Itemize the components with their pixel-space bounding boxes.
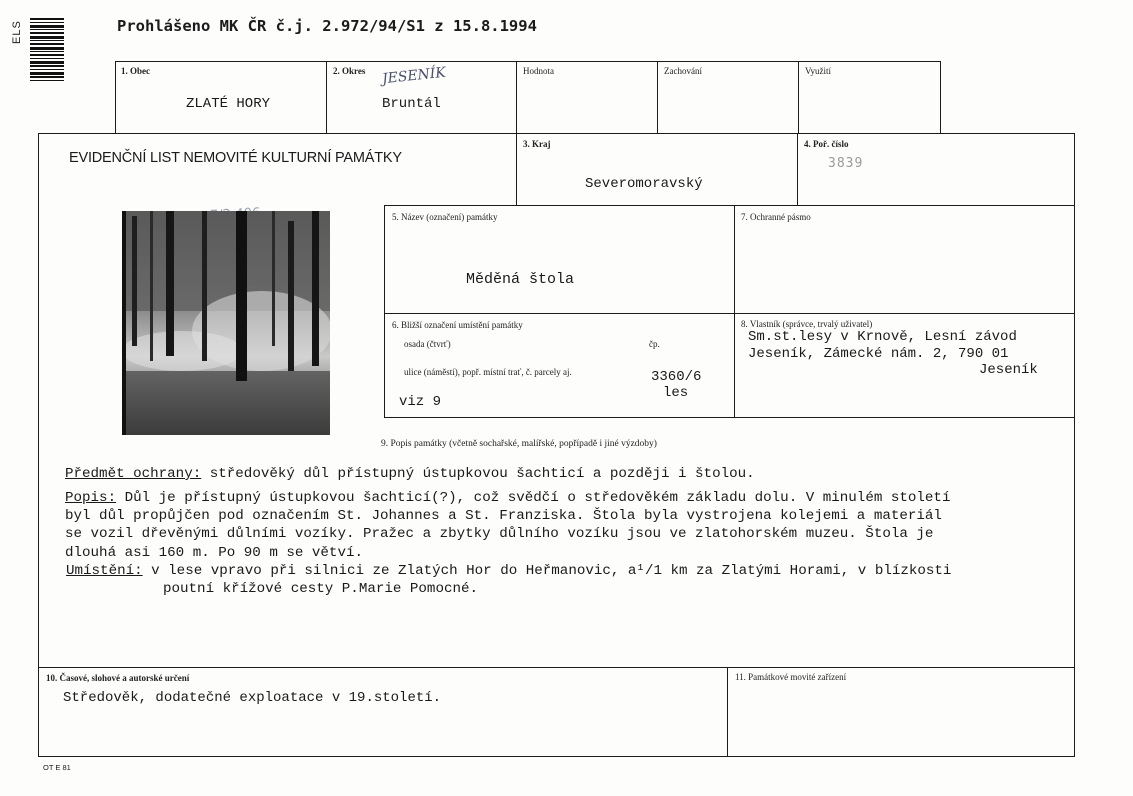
- popis-line4: dlouhá asi 160 m. Po 90 m se větví.: [65, 544, 363, 561]
- umisteni-block: [66, 562, 951, 598]
- okres-label: 2. Okres: [333, 66, 366, 76]
- nazev-value: Měděná štola: [466, 271, 575, 288]
- popis-label: 9. Popis památky (včetně sochařské, malířské, popřípadě i jiné výzdoby): [381, 439, 657, 449]
- movite-label: 11. Památkové movité zařízení: [735, 672, 847, 682]
- obec-label: 1. Obec: [121, 66, 150, 76]
- casove-value: Středověk, dodatečné exploatace v 19.století.: [63, 690, 442, 706]
- nazev-label: 5. Název (označení) památky: [392, 212, 498, 222]
- por-cislo-label: 4. Poř. číslo: [804, 139, 849, 149]
- popis-line2: byl důl propůjčen pod označením St. Johannes a St. Franziska. Štola byla vystrojena kolejemi a materiál: [65, 508, 942, 525]
- viz-value: viz 9: [399, 394, 442, 410]
- casove-label: 10. Časové, slohové a autorské určení: [46, 673, 190, 683]
- vlastnik-line1: Sm.st.lesy v Krnově, Lesní závod: [748, 329, 1017, 345]
- umisteni-label: 6. Bližší označení umístění památky: [392, 320, 523, 330]
- footer-code: OT E 81: [43, 763, 71, 772]
- zachovani-label: Zachování: [664, 66, 702, 76]
- side-code: ELS: [11, 20, 23, 44]
- kraj-label: 3. Kraj: [523, 139, 551, 149]
- umisteni-line2: poutní křížové cesty P.Marie Pomocné.: [163, 581, 479, 598]
- declaration-header: Prohlášeno MK ČR č.j. 2.972/94/S1 z 15.8.1994: [117, 17, 537, 35]
- vlastnik-line3: Jeseník: [979, 362, 1038, 378]
- okres-handwritten: JESENÍK: [381, 64, 447, 88]
- parcela-value-les: les: [663, 385, 689, 401]
- vlastnik-label: 8. Vlastník (správce, trvalý uživatel): [741, 319, 873, 329]
- predmet-ochrany: [65, 465, 755, 483]
- parcela-value: 3360/6: [651, 369, 702, 385]
- vlastnik-line2: Jeseník, Zámecké nám. 2, 790 01: [748, 346, 1009, 362]
- hodnota-label: Hodnota: [523, 66, 554, 76]
- form-title: EVIDENČNÍ LIST NEMOVITÉ KULTURNÍ PAMÁTKY: [69, 150, 402, 166]
- cp-label: čp.: [649, 339, 660, 349]
- okres-value: Bruntál: [382, 96, 441, 112]
- umisteni-line1: v lese vpravo při silnici ze Zlatých Hor do Heřmanovic, a¹/1 km za Zlatými Horami, v blízkosti: [142, 563, 952, 579]
- predmet-text: středověký důl přístupný ústupkovou šachticí a později i štolou.: [201, 466, 755, 482]
- obec-value: ZLATÉ HORY: [186, 96, 271, 112]
- predmet-label: Předmět ochrany:: [65, 466, 202, 482]
- vyuziti-label: Využití: [805, 66, 831, 76]
- ochranne-pasmo-label: 7. Ochranné pásmo: [741, 212, 811, 222]
- ulice-label: ulice (náměstí), popř. místní trať, č. parcely aj.: [404, 367, 572, 377]
- popis-block: [65, 489, 950, 562]
- por-cislo-value: 3839: [828, 156, 864, 171]
- popis-line1: Důl je přístupný ústupkovou šachticí(?), což svědčí o středověkém základu dolu. V minulém století: [116, 490, 951, 506]
- umisteni-body-label: Umístění:: [66, 563, 143, 579]
- osada-label: osada (čtvrť): [404, 339, 451, 349]
- forest-photo: [122, 211, 330, 435]
- popis-line3: se vozil dřevěnými důlními vozíky. Pražec a zbytky důlního vozíku jsou ve zlatohorském muzeu. Štola je: [65, 526, 934, 543]
- popis-body-label: Popis:: [65, 490, 117, 506]
- kraj-value: Severomoravský: [585, 176, 703, 192]
- fields-5-8: [384, 205, 1075, 418]
- barcode: [30, 18, 64, 83]
